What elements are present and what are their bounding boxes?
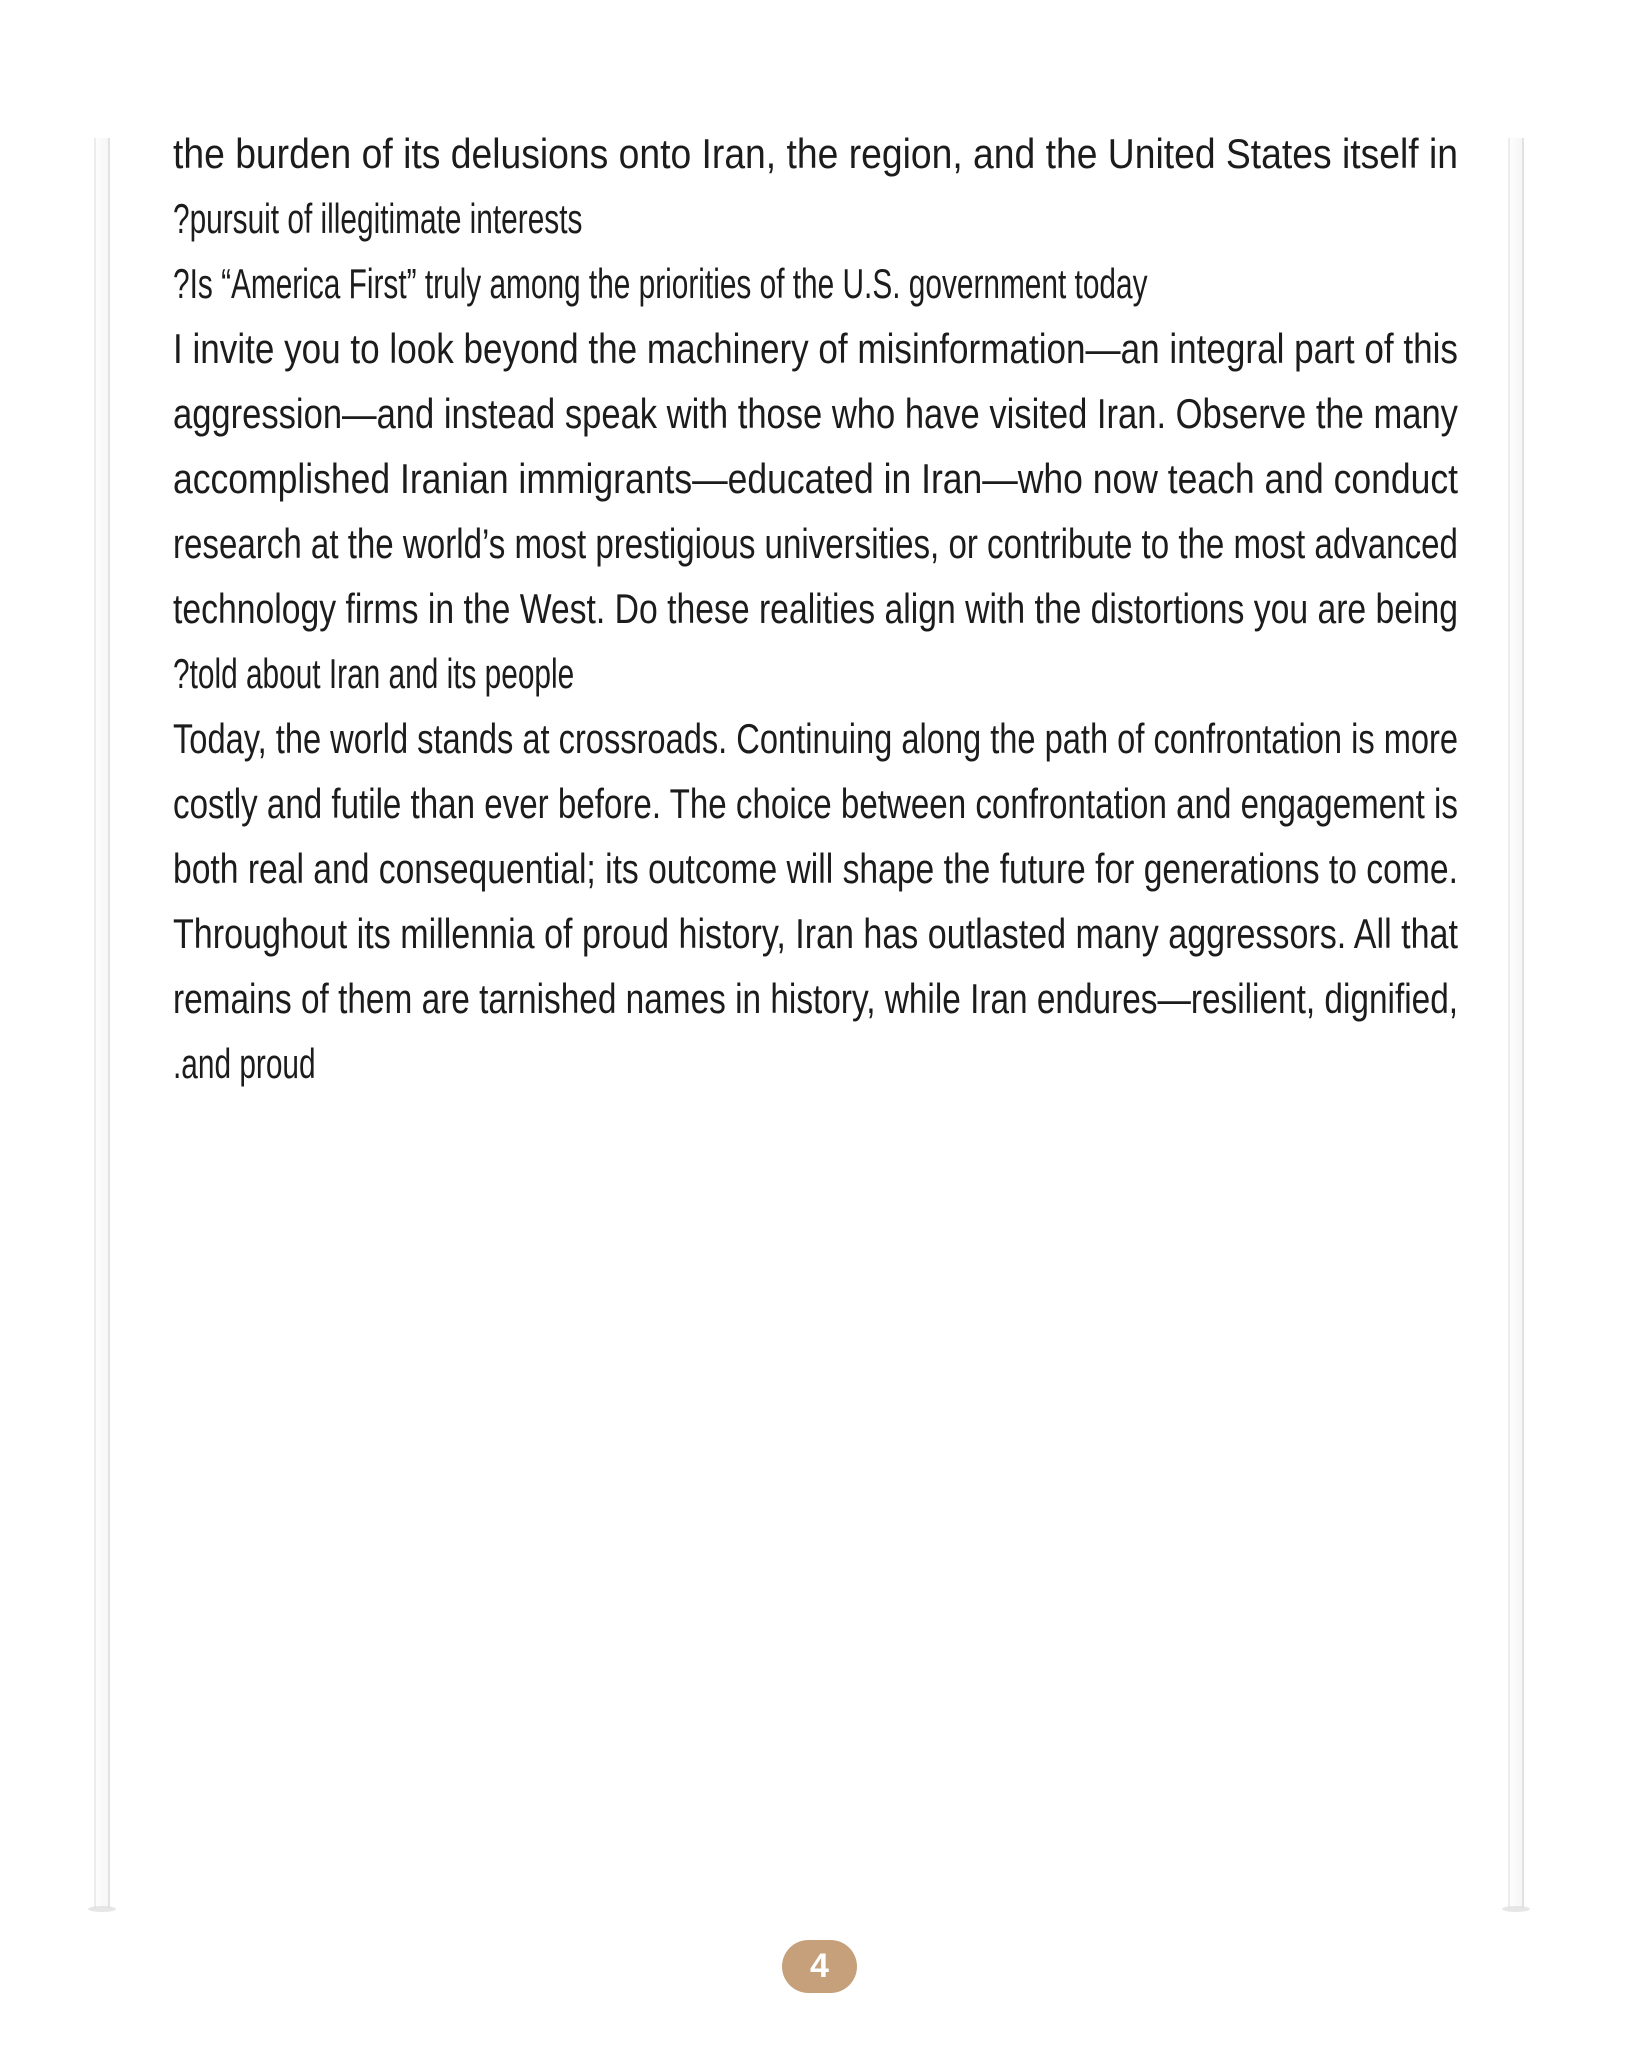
text-line — [173, 446, 1458, 511]
page-number: 4 — [810, 1947, 829, 1985]
text-line-content: ?Is “America First” truly among the priorities of the U.S. government today — [173, 260, 1148, 307]
text-line — [173, 576, 1458, 641]
text-line — [173, 1031, 1458, 1096]
text-line-content: Today, the world stands at crossroads. Continuing along the path of confrontation is more — [173, 715, 1459, 762]
text-line — [173, 511, 1458, 576]
text-line — [173, 706, 1458, 771]
text-line-content: ?pursuit of illegitimate interests — [173, 195, 583, 242]
page-stack-edge-right — [1508, 138, 1524, 1908]
text-line — [173, 251, 1458, 316]
text-line-content: accomplished Iranian immigrants—educated in Iran—who now teach and conduct — [173, 455, 1459, 502]
text-line-content: technology firms in the West. Do these realities align with the distortions you are being — [173, 585, 1459, 632]
text-line-content: research at the world’s most prestigious universities, or contribute to the most advanced — [173, 520, 1458, 567]
text-line-content: remains of them are tarnished names in history, while Iran endures—resilient, dignified, — [173, 975, 1459, 1022]
text-line-content: the burden of its delusions onto Iran, the region, and the United States itself in — [173, 130, 1459, 177]
text-line-content: .and proud — [173, 1040, 316, 1087]
text-line — [173, 641, 1458, 706]
text-line-content: I invite you to look beyond the machinery of misinformation—an integral part of this — [173, 325, 1458, 372]
text-line — [173, 901, 1458, 966]
text-line — [173, 186, 1458, 251]
text-line-content: aggression—and instead speak with those who have visited Iran. Observe the many — [173, 390, 1458, 437]
text-line-content: Throughout its millennia of proud history, Iran has outlasted many aggressors. All that — [173, 910, 1458, 957]
text-line — [173, 771, 1458, 836]
text-line — [173, 381, 1458, 446]
text-line — [173, 121, 1458, 186]
text-line — [173, 316, 1458, 381]
page-number-badge — [782, 1940, 857, 1993]
letter-text — [173, 121, 1458, 1096]
text-line-content: costly and futile than ever before. The choice between confrontation and engagement is — [173, 780, 1458, 827]
page-stack-edge-left — [94, 138, 110, 1908]
text-line — [173, 966, 1458, 1031]
text-line-content: both real and consequential; its outcome will shape the future for generations to come. — [173, 845, 1458, 892]
text-line-content: ?told about Iran and its people — [173, 650, 575, 697]
text-line — [173, 836, 1458, 901]
